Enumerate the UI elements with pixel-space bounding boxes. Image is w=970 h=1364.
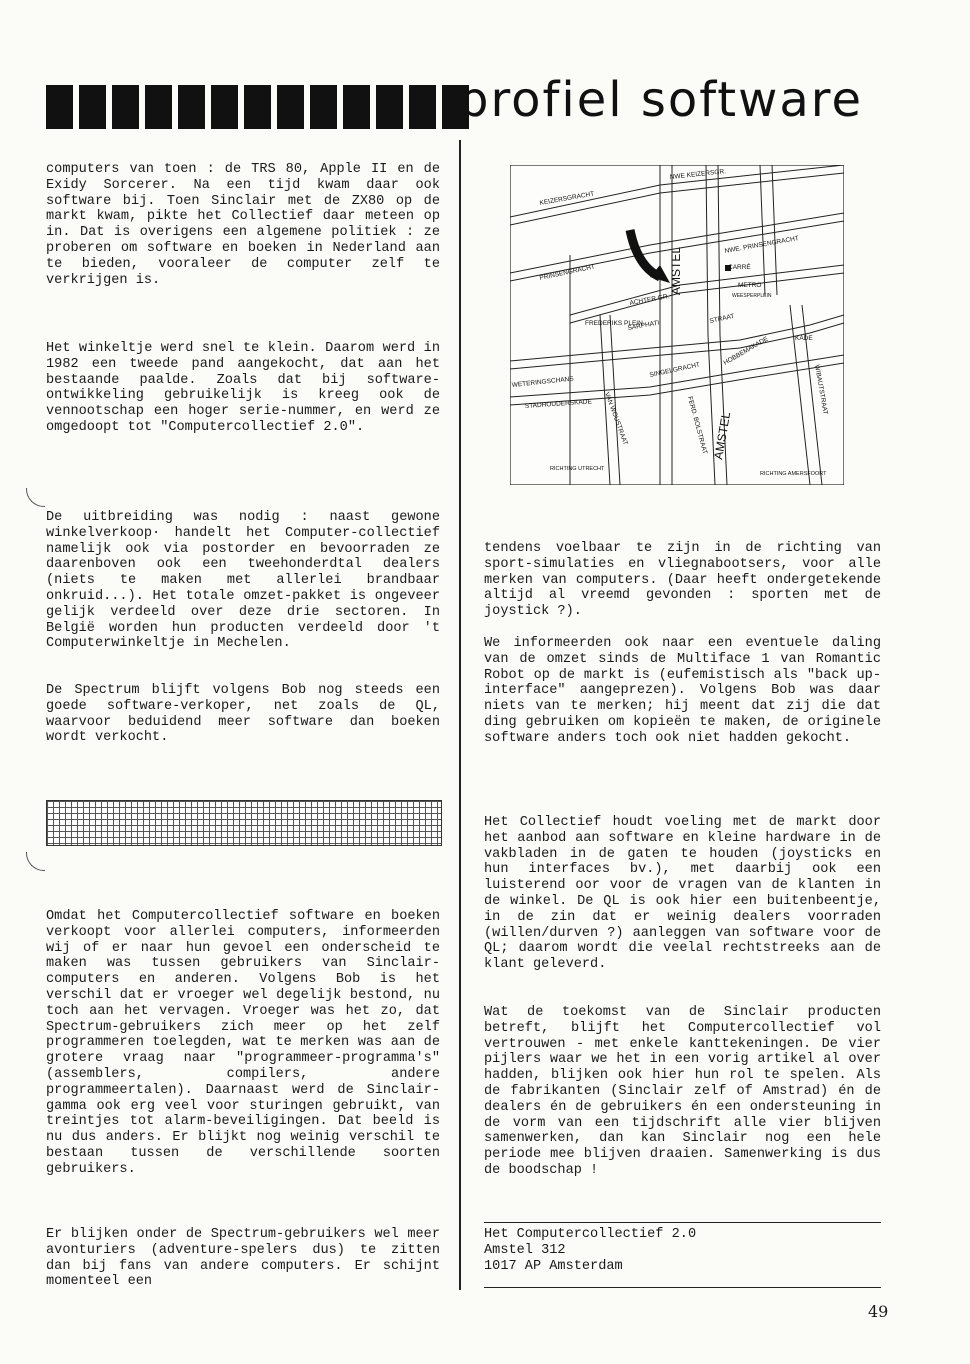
map-label: WETERINGSCHANS xyxy=(511,375,574,389)
map-label: KEIZERSGRACHT xyxy=(539,190,595,207)
left-paragraph-3: De uitbreiding was nodig : naast gewone winkelverkoop· handelt het Computer-collectief namelijk ook via postorder en bevoorraden ze daarenboven ook een tweehonderdtal dealers (niets te maken met allerlei brandbaar onkruid...). Het totale omzet-pakket is ongeveer gelijk verdeeld over deze drie sectoren. In België worden hun producten verdeeld door 't Computerwinkeltje in Mechelen. xyxy=(46,510,440,652)
map-label: SARPHATI xyxy=(627,319,660,332)
header-block xyxy=(178,85,205,129)
map-label: FREDERIKS PLEIN xyxy=(585,320,643,327)
map-label: METRO xyxy=(738,282,762,289)
right-paragraph-1: tendens voelbaar te zijn in de richting van sport-simulaties en vliegnabootsers, voor alle merken van computers. (Daar heeft ondergetekende altijd al vreemd gevonden : sporten met de joystick ?). xyxy=(484,541,881,620)
map-label: PRINSENGRACHT xyxy=(538,263,596,282)
punch-hole-mark xyxy=(26,852,45,871)
decorative-blocks xyxy=(46,85,469,129)
punch-hole-mark xyxy=(26,488,45,507)
street-map xyxy=(510,165,844,485)
map-label: AMSTEL xyxy=(669,246,683,295)
map-label: WIBAUTSTRAAT xyxy=(813,364,829,416)
map-label: STADHOUDERSKADE xyxy=(524,398,593,410)
map-label: VAN WOUSTRAAT xyxy=(603,391,629,447)
map-label: KADE xyxy=(795,335,813,342)
address-line: 1017 AP Amsterdam xyxy=(484,1259,623,1274)
header-block xyxy=(277,85,304,129)
header-block xyxy=(376,85,403,129)
grid-graphic xyxy=(46,800,442,846)
left-paragraph-1: computers van toen : de TRS 80, Apple II en de Exidy Sorcerer. Na een tijd kwam daar ook software bij. Toen Sinclair met de ZX80 op de markt kwam, pikte het Collectief daar meteen op in. Dat is overigens een algemene politiek : ze proberen om software en boeken in Nederland aan te bieden, vooraleer de computer zelf te verkrijgen is. xyxy=(46,162,440,288)
header-block xyxy=(79,85,106,129)
map-label: RICHTING UTRECHT xyxy=(550,466,605,472)
map-label: NWE. PRINSENGRACHT xyxy=(724,235,800,255)
map-label: SINGELGRACHT xyxy=(648,361,701,379)
map-label: CARRÉ xyxy=(728,264,751,271)
header-block xyxy=(112,85,139,129)
map-label: HOBBEMAKADE xyxy=(722,335,770,367)
right-paragraph-3: Het Collectief houdt voeling met de markt door het aanbod aan software en kleine hardware in de vakbladen in de gaten te houden (joysticks en hun interfaces bv.), met daarbij ook een luisterend oor voor de vragen van de klanten in de winkel. De QL is ook hier een buitenbeentje, in de zin dat er weinig dealers voorraden (willen/durven ?) aanleggen van software voor de QL; daarom wordt die veelal rechtstreeks aan de klant geleverd. xyxy=(484,815,881,973)
map-label: AMSTEL xyxy=(711,410,734,461)
address-box xyxy=(484,1222,881,1288)
map-label: NWE KEIZERSGR. xyxy=(669,168,727,181)
address-line: Amstel 312 xyxy=(484,1243,566,1258)
right-paragraph-2: We informeerden ook naar een eventuele daling van de omzet sinds de Multiface 1 van Romantic Robot op de markt is (eufemistisch als "back up-interface" aangeprezen). Volgens Bob was daar niets van te merken; hij meent dat zij die dat ding gebruiken om kopieën te maken, de originele software anders toch ook niet hadden gekocht. xyxy=(484,636,881,746)
header-block xyxy=(409,85,436,129)
header-banner xyxy=(46,85,469,129)
page-title: profiel software xyxy=(458,72,864,128)
header-block xyxy=(211,85,238,129)
map-label: ACHTER GR. xyxy=(629,293,670,307)
map-label: WEESPERPLEIN xyxy=(732,293,772,299)
header-block xyxy=(343,85,370,129)
address-line: Het Computercollectief 2.0 xyxy=(484,1227,697,1242)
map-label: STRAAT xyxy=(708,312,736,325)
header-block xyxy=(310,85,337,129)
left-paragraph-2: Het winkeltje werd snel te klein. Daarom werd in 1982 een tweede pand aangekocht, dat aan het bestaande paalde. Zoals dat bij software-ontwikkeling gebruikelijk is kreeg ook de vennootschap een hoger serie-nummer, en werd ze omgedoopt tot "Computercollectief 2.0". xyxy=(46,341,440,435)
column-divider xyxy=(459,140,461,1290)
page-number: 49 xyxy=(868,1302,889,1321)
map-label: RICHTING AMERSFOORT xyxy=(760,471,827,477)
header-block xyxy=(46,85,73,129)
right-paragraph-4: Wat de toekomst van de Sinclair producten betreft, blijft het Computercollectief vol vertrouwen - met enkele kanttekeningen. De vier pijlers waar we het in een vorig artikel al over hadden, blijken ook hier hun rol te spelen. Als de fabrikanten (Sinclair zelf of Amstrad) én de dealers én de gebruikers én een ondersteuning in de vorm van een tijdschrift alle vier blijven samenwerken, dan kan Sinclair nog een hele periode mee blijven draaien. Samenwerking is dus de boodschap ! xyxy=(484,1005,881,1178)
header-block xyxy=(145,85,172,129)
left-paragraph-4: De Spectrum blijft volgens Bob nog steeds een goede software-verkoper, net zoals de QL, waarvoor beduidend meer software dan boeken wordt verkocht. xyxy=(46,683,440,746)
left-paragraph-6: Er blijken onder de Spectrum-gebruikers wel meer avonturiers (adventure-spelers dus) te zitten dan bij fans van andere computers. Er schijnt momenteel een xyxy=(46,1227,440,1290)
left-paragraph-5: Omdat het Computercollectief software en boeken verkoopt voor allerlei computers, informeerden wij of er naar hun gevoel een onderscheid te maken was tussen gebruikers van Sinclair-computers en anderen. Volgens Bob is het verschil dat er vroeger wel degelijk bestond, nu toch aan het vervagen. Vroeger was het zo, dat Spectrum-gebruikers zich meer op het zelf programmeren toelegden, wat te merken was aan de grotere vraag naar "programmeer-programma's" (assemblers, compilers, andere programmeertalen). Daarnaast werd de Sinclair-gamma ook erg veel voor sturingen gebruikt, van treintjes tot alarm-beveiligingen. Dat beeld is nu dus anders. Er blijkt nog weinig verschil te bestaan tussen de verschillende soorten gebruikers. xyxy=(46,909,440,1177)
map-label: FERD. BOLSTRAAT xyxy=(686,395,709,455)
header-block xyxy=(244,85,271,129)
